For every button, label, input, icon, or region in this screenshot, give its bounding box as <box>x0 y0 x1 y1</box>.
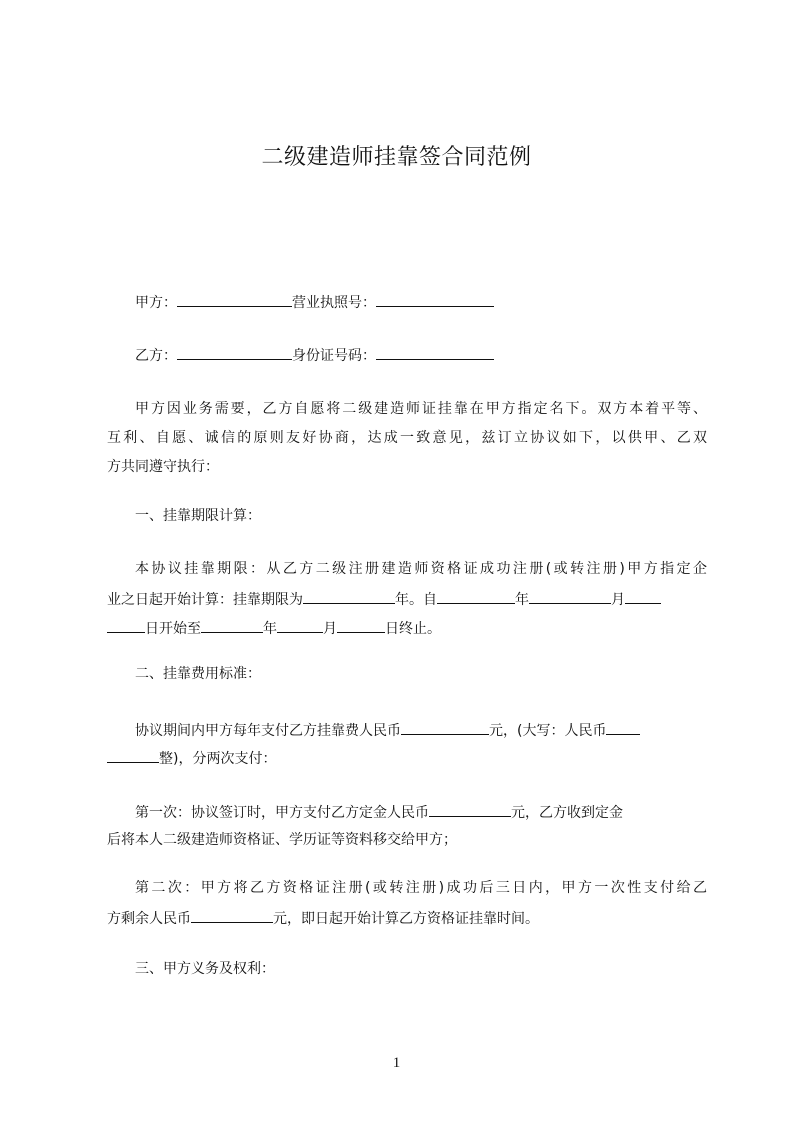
party-a-license-label: 营业执照号： <box>292 295 376 311</box>
annual-fee-unit: 元，(大写：人民币 <box>489 723 607 739</box>
deposit-label: 第一次：协议签订时，甲方支付乙方定金人民币 <box>135 805 429 821</box>
start-day-unit: 日开始至 <box>145 621 201 637</box>
payment-installments-text: 整)，分两次支付： <box>159 751 277 767</box>
intro-line-1: 甲方因业务需要，乙方自愿将二级建造师证挂靠在甲方指定名下。双方本着平等、 <box>135 401 707 417</box>
second-payment-line-1: 第二次：甲方将乙方资格证注册(或转注册)成功后三日内，甲方一次性支付给乙 <box>135 880 707 896</box>
start-month-unit: 月 <box>611 592 625 608</box>
section2-p1-line-1 <box>135 721 735 740</box>
end-day-blank <box>337 619 385 633</box>
party-b-id-blank <box>376 346 494 360</box>
party-a-label: 甲方： <box>135 295 177 311</box>
start-month-blank <box>529 590 611 604</box>
first-payment-line-2: 后将本人二级建造师资格证、学历证等资料移交给甲方； <box>107 832 457 848</box>
section2-p1-line-2 <box>107 749 707 768</box>
second-payment-line-2 <box>107 909 707 928</box>
intro-line-2: 互利、自愿、诚信的原则友好协商，达成一致意见，兹订立协议如下，以供甲、乙双 <box>107 430 707 446</box>
party-a-name-blank <box>177 293 292 307</box>
end-month-unit: 月 <box>323 621 337 637</box>
start-year-blank <box>437 590 515 604</box>
section2-heading: 二、挂靠费用标准： <box>135 666 261 682</box>
party-b-id-label: 身份证号码： <box>292 348 376 364</box>
remainder-blank <box>191 909 273 923</box>
deposit-unit: 元，乙方收到定金 <box>511 805 623 821</box>
party-b-line <box>135 346 735 365</box>
end-year-unit: 年 <box>263 621 277 637</box>
deposit-blank <box>429 803 511 817</box>
remainder-label: 方剩余人民币 <box>107 911 191 927</box>
end-year-blank <box>201 619 263 633</box>
party-a-line <box>135 293 735 312</box>
start-day-blank-a <box>625 590 661 604</box>
section1-line-1: 本协议挂靠期限：从乙方二级注册建造师资格证成功注册(或转注册)甲方指定企 <box>135 561 707 577</box>
term-label: 业之日起开始计算：挂靠期限为 <box>107 592 303 608</box>
party-b-label: 乙方： <box>135 348 177 364</box>
document-title: 二级建造师挂靠签合同范例 <box>261 145 532 170</box>
remainder-unit: 元，即日起开始计算乙方资格证挂靠时间。 <box>273 911 539 927</box>
section1-line-2 <box>107 590 707 609</box>
section3-heading: 三、甲方义务及权利： <box>135 961 275 977</box>
section1-line-3 <box>107 619 707 638</box>
annual-fee-words-blank-b <box>107 749 159 763</box>
party-a-license-blank <box>376 293 494 307</box>
annual-fee-words-blank-a <box>606 721 640 735</box>
end-day-unit: 日终止。 <box>385 621 441 637</box>
party-b-name-blank <box>177 346 292 360</box>
end-month-blank <box>277 619 323 633</box>
intro-line-3: 方共同遵守执行： <box>107 459 219 475</box>
page-number: 1 <box>392 1055 401 1071</box>
term-year-from-label: 年。自 <box>395 592 437 608</box>
first-payment-line-1 <box>135 803 735 822</box>
annual-fee-blank <box>401 721 489 735</box>
start-day-blank-b <box>107 619 145 633</box>
section1-heading: 一、挂靠期限计算： <box>135 508 261 524</box>
term-years-blank <box>303 590 395 604</box>
start-year-unit: 年 <box>515 592 529 608</box>
annual-fee-label: 协议期间内甲方每年支付乙方挂靠费人民币 <box>135 723 401 739</box>
